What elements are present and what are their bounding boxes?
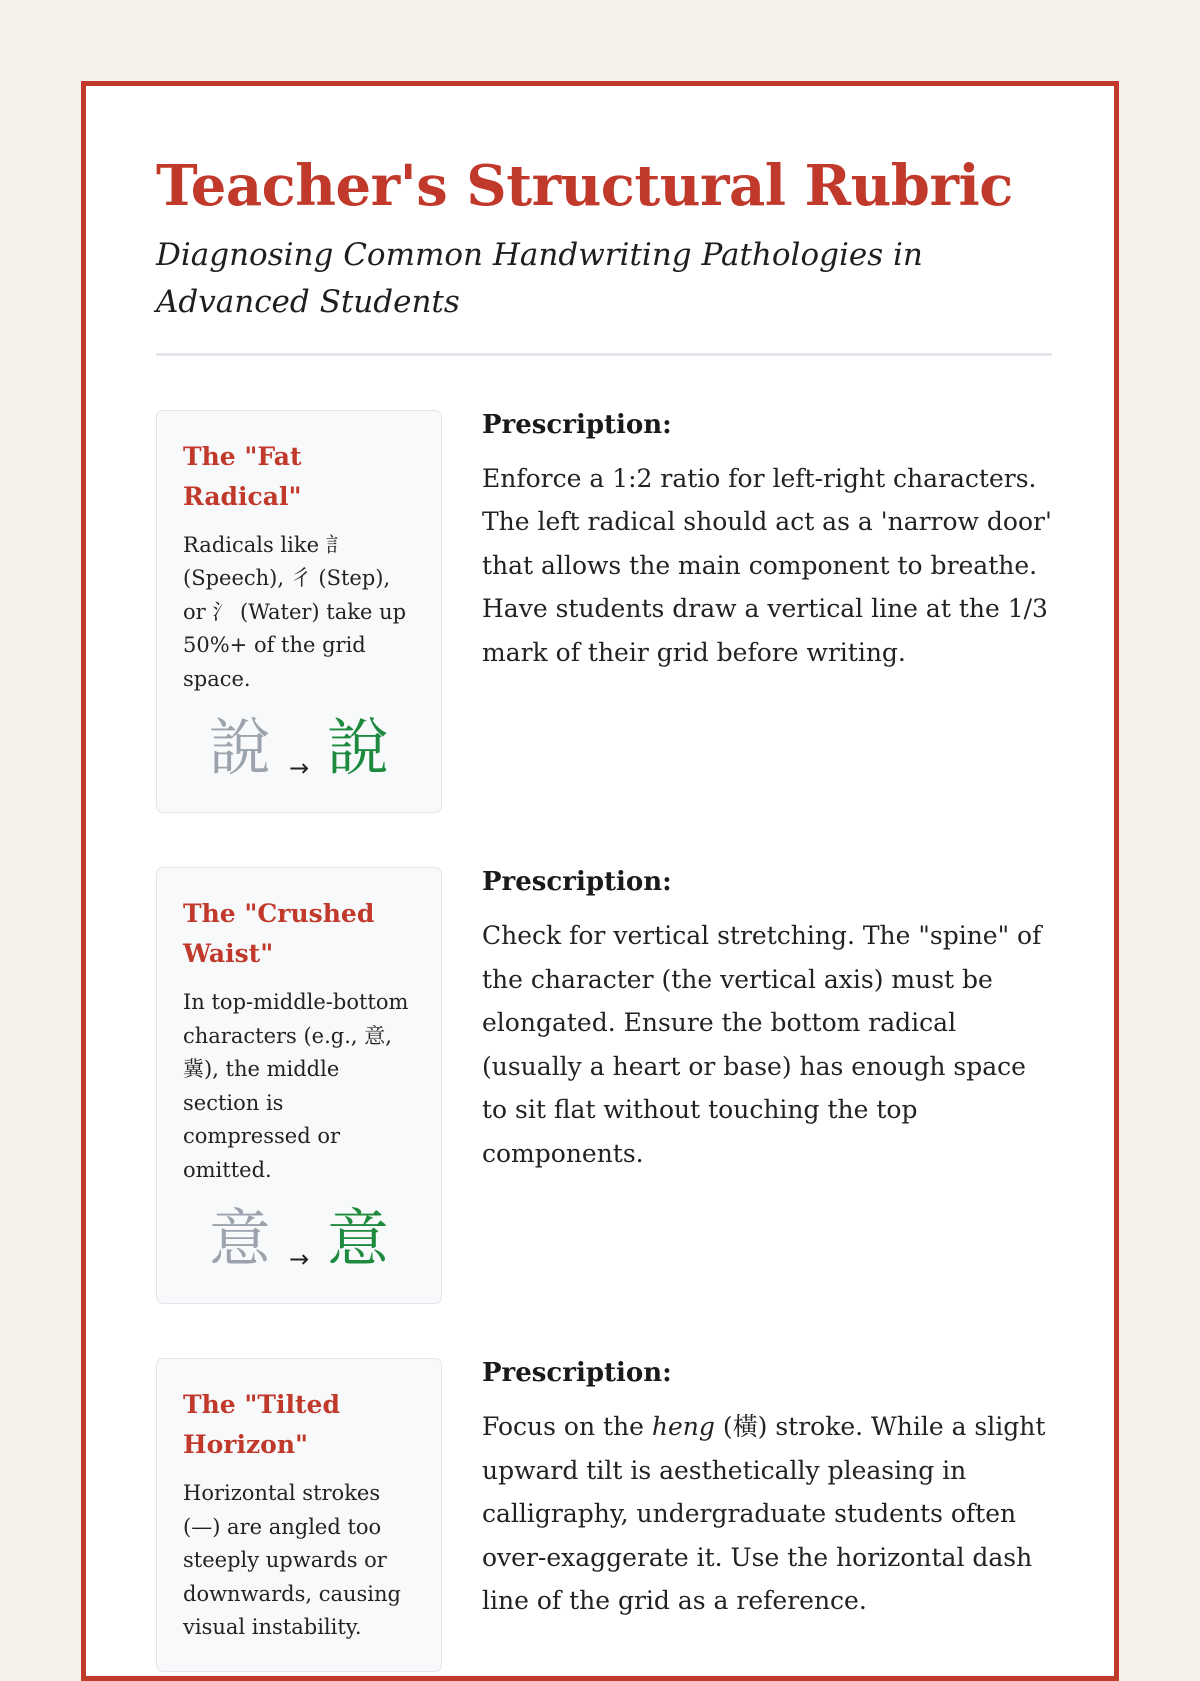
- rubric-content: [156, 153, 1052, 1672]
- prescription-text: Enforce a 1:2 ratio for left-right characters. The left radical should act as a 'narrow door' that allows the main component to breathe. Have students draw a vertical line at the 1/3 mark of their grid before writing.: [482, 463, 1052, 667]
- prescription-label: Prescription:: [482, 409, 672, 440]
- page-title: Teacher's Structural Rubric: [156, 153, 1013, 219]
- pathology-description: Horizontal strokes (—) are angled too steeply upwards or downwards, causing visual instability.: [183, 1481, 401, 1640]
- prescription-block: [482, 867, 1052, 1175]
- pathology-title: The "Tilted Horizon": [183, 1390, 340, 1460]
- rubric-entry-fat-radical: [156, 410, 1052, 814]
- rubric-page: [81, 81, 1119, 1681]
- arrow-right-icon: →: [288, 754, 310, 783]
- pathology-card: [156, 867, 442, 1304]
- pathology-description: In top-middle-bottom characters (e.g., 意, 冀), the middle section is compressed or omitted.: [183, 990, 409, 1182]
- prescription-term: heng: [651, 1412, 715, 1442]
- prescription-label: Prescription:: [482, 1358, 672, 1389]
- prescription-text: Check for vertical stretching. The "spine" of the character (the vertical axis) must be elongated. Ensure the bottom radical (usually a heart or base) has enough space to sit flat without touching the top components.: [482, 921, 1042, 1168]
- pathology-card: [156, 410, 442, 814]
- pathology-title: The "Fat Radical": [183, 441, 302, 511]
- incorrect-character: 意: [208, 1202, 271, 1276]
- header-divider: [156, 353, 1052, 356]
- pathology-description: Radicals like 訁 (Speech), 彳 (Step), or 氵 (Water) take up 50%+ of the grid space.: [183, 532, 407, 691]
- page-subtitle: Diagnosing Common Handwriting Pathologies in Advanced Students: [156, 236, 923, 320]
- prescription-text-start: Focus on the: [482, 1412, 652, 1442]
- pathology-card: [156, 1358, 442, 1672]
- pathology-title: The "Crushed Waist": [183, 899, 375, 969]
- arrow-right-icon: →: [288, 1245, 310, 1274]
- character-comparison: [183, 1201, 415, 1277]
- character-comparison: [183, 710, 415, 786]
- rubric-entry-crushed-waist: [156, 867, 1052, 1304]
- rubric-entry-tilted-horizon: [156, 1358, 1052, 1672]
- prescription-text-end: (橫) stroke. While a slight upward tilt is aesthetically pleasing in calligraphy, undergraduate students often over-exaggerate it. Use the horizontal dash line of the grid as a reference.: [482, 1412, 1046, 1616]
- correct-character: 說: [327, 711, 390, 785]
- prescription-block: [482, 1358, 1052, 1623]
- prescription-text: [482, 1405, 1052, 1623]
- correct-character: 意: [327, 1202, 390, 1276]
- incorrect-character: 說: [208, 711, 271, 785]
- prescription-label: Prescription:: [482, 867, 672, 898]
- prescription-block: [482, 410, 1052, 675]
